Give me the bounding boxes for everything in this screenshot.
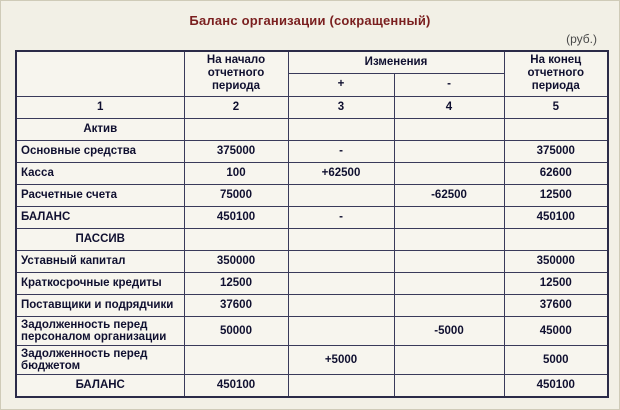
cell-start-period: 12500: [184, 272, 288, 294]
table-header: [16, 51, 608, 118]
cell-change-minus: [394, 228, 504, 250]
units-label: (руб.): [566, 32, 597, 46]
balance-table-wrapper: [1, 50, 619, 398]
cell-start-period: 50000: [184, 316, 288, 345]
cell-start-period: [184, 118, 288, 140]
header-changes-minus: -: [394, 74, 504, 96]
table-row: [16, 184, 608, 206]
table-row: [16, 250, 608, 272]
row-label: БАЛАНС: [16, 374, 184, 397]
cell-change-plus: [288, 316, 394, 345]
table-row: [16, 272, 608, 294]
table-row: [16, 162, 608, 184]
cell-change-plus: [288, 250, 394, 272]
cell-start-period: 450100: [184, 374, 288, 397]
col-number-3: 3: [288, 96, 394, 118]
table-row: [16, 206, 608, 228]
cell-change-minus: [394, 294, 504, 316]
table-row: [16, 140, 608, 162]
cell-change-plus: [288, 272, 394, 294]
cell-change-plus: [288, 118, 394, 140]
cell-end-period: 37600: [504, 294, 608, 316]
table-body: [16, 118, 608, 397]
cell-end-period: 450100: [504, 206, 608, 228]
cell-change-plus: [288, 374, 394, 397]
cell-change-plus: -: [288, 206, 394, 228]
header-start-period: На начало отчетного периода: [184, 51, 288, 96]
col-number-2: 2: [184, 96, 288, 118]
header-changes: Изменения: [288, 51, 504, 74]
cell-start-period: [184, 228, 288, 250]
table-row: [16, 228, 608, 250]
cell-end-period: 62600: [504, 162, 608, 184]
cell-change-plus: [288, 294, 394, 316]
cell-end-period: 5000: [504, 345, 608, 374]
col-number-1: 1: [16, 96, 184, 118]
cell-change-plus: [288, 184, 394, 206]
page-title: Баланс организации (сокращенный): [189, 13, 431, 28]
cell-change-minus: [394, 140, 504, 162]
table-row: [16, 316, 608, 345]
cell-change-plus: +62500: [288, 162, 394, 184]
cell-change-plus: -: [288, 140, 394, 162]
cell-change-minus: [394, 206, 504, 228]
col-number-4: 4: [394, 96, 504, 118]
cell-start-period: [184, 345, 288, 374]
row-label: Актив: [16, 118, 184, 140]
cell-change-minus: [394, 345, 504, 374]
cell-end-period: [504, 118, 608, 140]
table-row: [16, 345, 608, 374]
cell-end-period: 375000: [504, 140, 608, 162]
cell-change-minus: [394, 374, 504, 397]
cell-start-period: 350000: [184, 250, 288, 272]
header-name-col: [16, 51, 184, 96]
table-row: [16, 118, 608, 140]
cell-change-plus: [288, 228, 394, 250]
row-label: Краткосрочные кредиты: [16, 272, 184, 294]
col-number-5: 5: [504, 96, 608, 118]
header-changes-plus: +: [288, 74, 394, 96]
row-label: Расчетные счета: [16, 184, 184, 206]
cell-change-minus: -62500: [394, 184, 504, 206]
cell-end-period: 12500: [504, 184, 608, 206]
row-label: Касса: [16, 162, 184, 184]
cell-end-period: 12500: [504, 272, 608, 294]
row-label: БАЛАНС: [16, 206, 184, 228]
balance-table: [15, 50, 609, 398]
cell-end-period: 350000: [504, 250, 608, 272]
row-label: ПАССИВ: [16, 228, 184, 250]
cell-change-minus: -5000: [394, 316, 504, 345]
table-row: [16, 294, 608, 316]
row-label: Поставщики и подрядчики: [16, 294, 184, 316]
cell-change-minus: [394, 118, 504, 140]
table-row: [16, 374, 608, 397]
cell-start-period: 375000: [184, 140, 288, 162]
cell-start-period: 75000: [184, 184, 288, 206]
column-number-row: [16, 96, 608, 118]
cell-change-minus: [394, 162, 504, 184]
row-label: Задолженность перед бюджетом: [16, 345, 184, 374]
cell-change-plus: +5000: [288, 345, 394, 374]
cell-start-period: 37600: [184, 294, 288, 316]
cell-change-minus: [394, 272, 504, 294]
cell-start-period: 450100: [184, 206, 288, 228]
header-end-period: На конец отчетного периода: [504, 51, 608, 96]
row-label: Уставный капитал: [16, 250, 184, 272]
cell-change-minus: [394, 250, 504, 272]
cell-end-period: 45000: [504, 316, 608, 345]
header-row-1: [16, 51, 608, 74]
cell-end-period: [504, 228, 608, 250]
cell-end-period: 450100: [504, 374, 608, 397]
cell-start-period: 100: [184, 162, 288, 184]
row-label: Основные средства: [16, 140, 184, 162]
row-label: Задолженность перед персоналом организации: [16, 316, 184, 345]
